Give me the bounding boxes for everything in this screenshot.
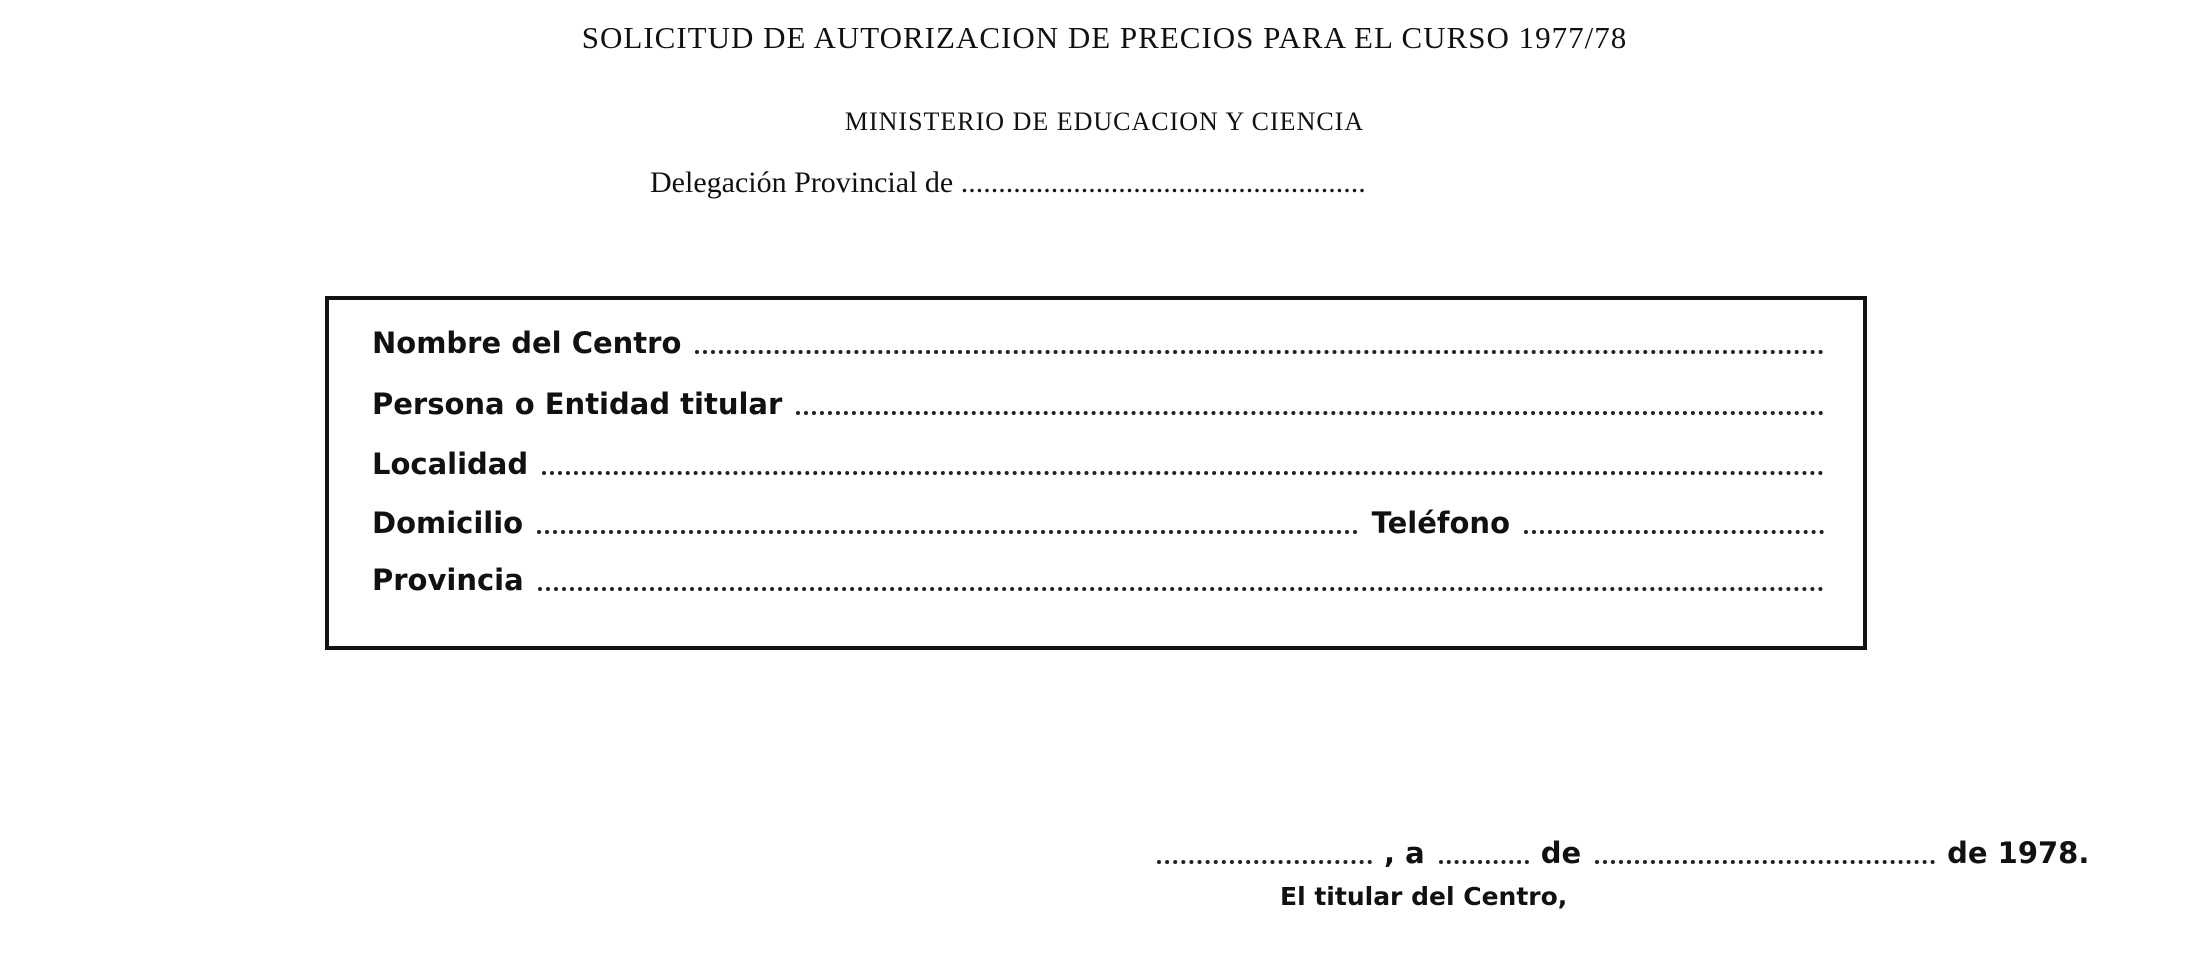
province-row [372,563,1824,597]
month-field[interactable] [1595,860,1935,864]
centre-name-field[interactable] [695,350,1824,354]
phone-field[interactable] [1524,530,1824,534]
locality-field[interactable] [542,471,1824,475]
owner-field[interactable] [796,411,1824,415]
de-label: de [1540,836,1582,870]
signature-line: El titular del Centro, [1280,882,1568,911]
date-line [1157,836,2090,870]
address-field[interactable] [537,530,1358,534]
year-label: de 1978. [1947,836,2090,870]
address-row [372,506,1824,540]
ministry-name: MINISTERIO DE EDUCACION Y CIENCIA [844,107,1365,136]
centre-name-label: Nombre del Centro [372,326,682,360]
address-label: Domicilio [372,506,524,540]
delegation-line [650,166,1366,200]
phone-label: Teléfono [1371,506,1510,540]
province-field[interactable] [538,587,1824,591]
delegation-blank[interactable]: ...................................................... [960,166,1366,199]
form-title: SOLICITUD DE AUTORIZACION DE PRECIOS PARA EL CURSO 1977/78 [581,20,1628,55]
locality-label: Localidad [372,447,529,481]
locality-row [372,447,1824,481]
centre-name-row [372,326,1824,360]
day-field[interactable] [1439,860,1529,864]
a-label: , a [1384,836,1425,870]
centre-info-box [325,296,1867,650]
place-field[interactable] [1157,860,1372,864]
owner-label: Persona o Entidad titular [372,387,783,421]
owner-row [372,387,1824,421]
delegation-label: Delegación Provincial de [650,166,954,199]
province-label: Provincia [372,563,524,597]
